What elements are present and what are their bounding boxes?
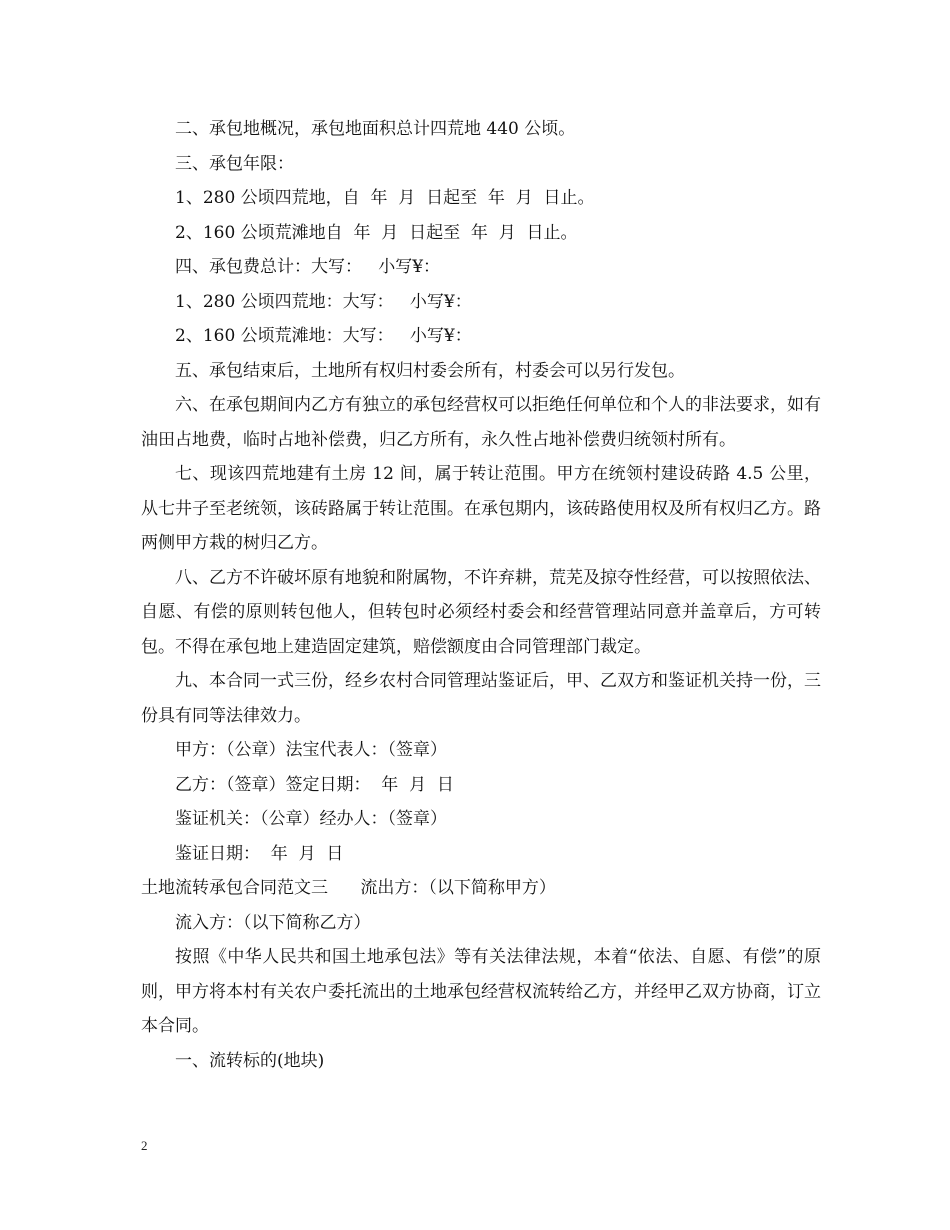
signature-line-party-b: 乙方：（签章）签定日期： 年 月 日 <box>175 774 454 795</box>
paragraph: 按照《中华人民共和国土地承包法》等有关法律法规，本着“依法、自愿、有偿”的原则，甲方将本村有关农户委托流出的土地承包经营权流转给乙方，并经甲乙双方协商，订立本合同。 <box>141 947 821 1036</box>
paragraph: 二、承包地概况，承包地面积总计四荒地 440 公顷。 <box>175 119 576 139</box>
paragraph: 2、160 公顷荒滩地自 年 月 日起至 年 月 日止。 <box>175 222 578 243</box>
paragraph: 九、本合同一式三份，经乡农村合同管理站鉴证后，甲、乙双方和鉴证机关持一份，三份具有同等法律效力。 <box>141 671 821 726</box>
paragraph: 三、承包年限： <box>175 153 294 174</box>
signature-line-date: 鉴证日期： 年 月 日 <box>175 843 344 864</box>
section-heading: 土地流转承包合同范文三 流出方：（以下简称甲方） <box>141 878 556 898</box>
paragraph: 六、在承包期间内乙方有独立的承包经营权可以拒绝任何单位和个人的非法要求，如有油田占地费，临时占地补偿费，归乙方所有，永久性占地补偿费归统领村所有。 <box>141 395 821 450</box>
paragraph: 1、280 公顷四荒地：大写： 小写¥： <box>175 291 472 312</box>
paragraph: 七、现该四荒地建有土房 12 间，属于转让范围。甲方在统领村建设砖路 4.5 公里，从七井子至老统领，该砖路属于转让范围。在承包期内，该砖路使用权及所有权归乙方。路两侧甲方栽的树归乙方。 <box>141 464 821 553</box>
paragraph: 四、承包费总计：大写： 小写¥： <box>175 257 441 277</box>
paragraph: 八、乙方不许破坏原有地貌和附属物，不许弃耕，荒芜及掠夺性经营，可以按照依法、自愿、有偿的原则转包他人，但转包时必须经村委会和经营管理站同意并盖章后，方可转包。不得在承包地上建造固定建筑，赔偿额度由合同管理部门裁定。 <box>141 567 821 657</box>
paragraph: 流入方：（以下简称乙方） <box>175 912 371 933</box>
paragraph: 2、160 公顷荒滩地：大写： 小写¥： <box>175 326 472 346</box>
signature-line-party-a: 甲方：（公章）法宝代表人：（签章） <box>175 740 447 760</box>
signature-line-authority: 鉴证机关：（公章）经办人：（签章） <box>175 809 447 829</box>
document-body <box>141 112 821 1078</box>
paragraph: 五、承包结束后，土地所有权归村委会所有，村委会可以另行发包。 <box>175 360 685 381</box>
paragraph: 一、流转标的(地块) <box>175 1050 325 1071</box>
page-number: 2 <box>141 1138 148 1153</box>
paragraph: 1、280 公顷四荒地，自 年 月 日起至 年 月 日止。 <box>175 188 595 208</box>
